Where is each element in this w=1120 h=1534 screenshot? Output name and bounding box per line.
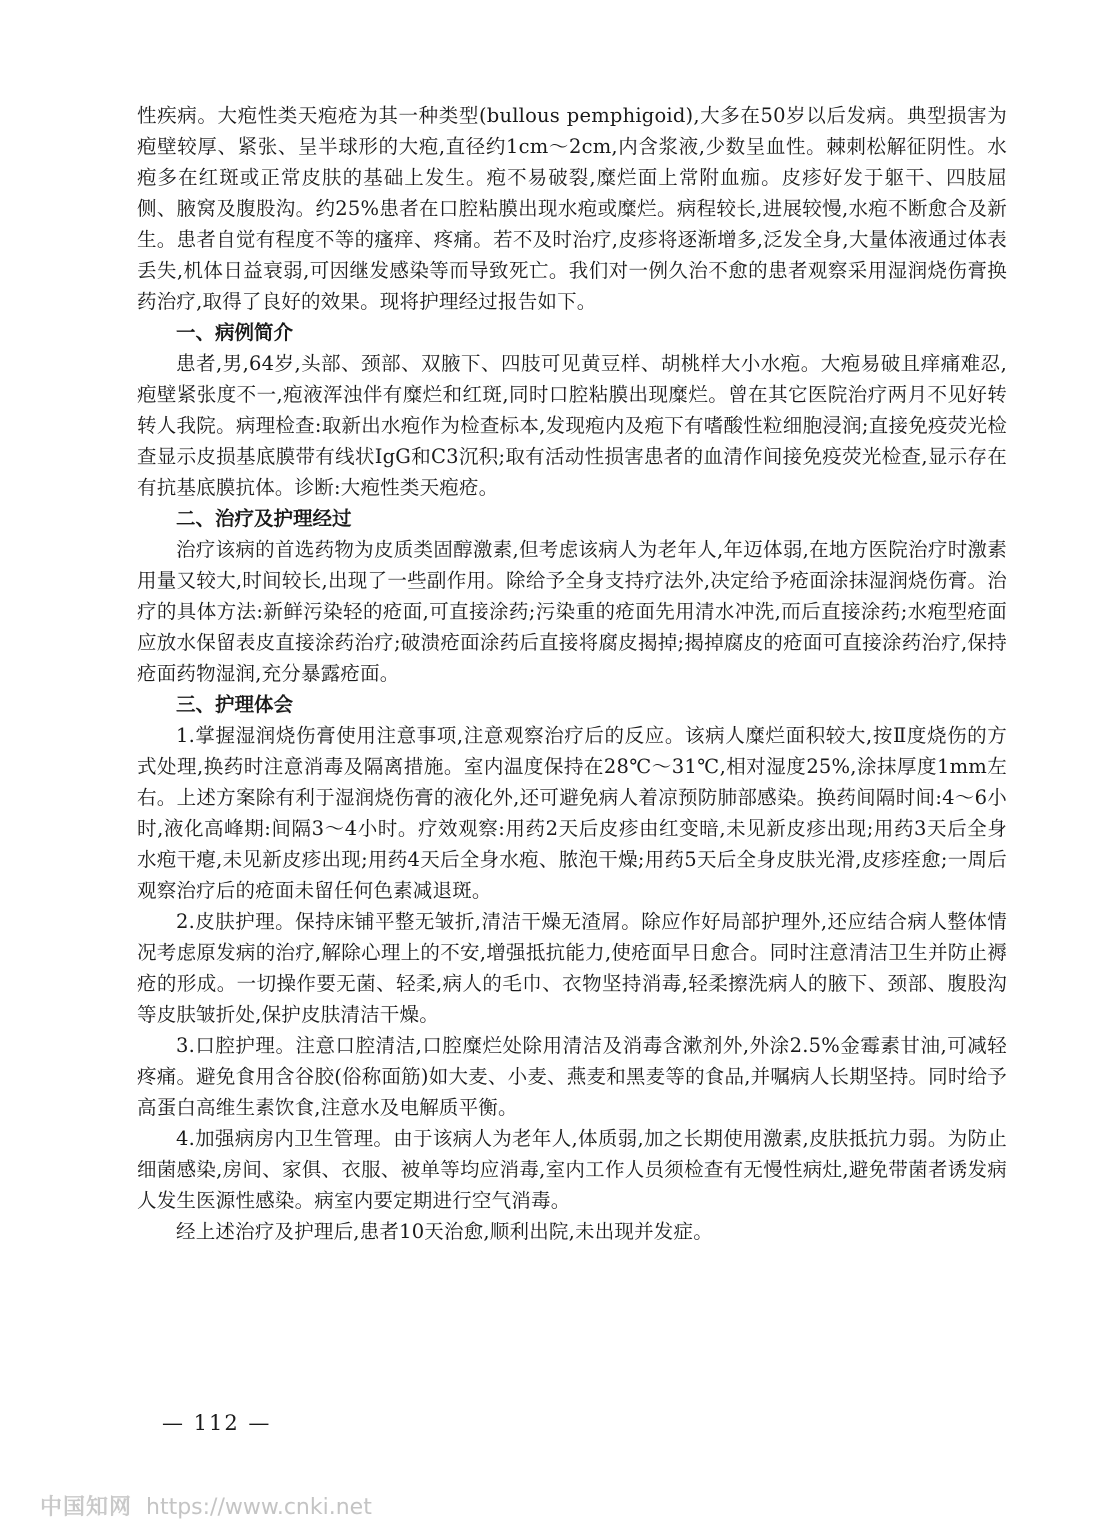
conclusion-paragraph: 经上述治疗及护理后,患者10天治愈,顺利出院,未出现并发症。 [176,1220,713,1243]
nursing-item-3: 3.口腔护理。注意口腔清洁,口腔糜烂处除用清洁及消毒含漱剂外,外涂2.5%金霉素甘油,可减轻疼痛。避免食用含谷胶(俗称面筋)如大麦、小麦、燕麦和黑麦等的食品,并嘱病人长期坚持。同时给予高蛋白高维生素饮食,注意水及电解质平衡。 [137,1034,1007,1119]
section-heading-nursing: 三、护理体会 [176,693,294,716]
case-intro-paragraph: 患者,男,64岁,头部、颈部、双腋下、四肢可见黄豆样、胡桃样大小水疱。大疱易破且痒痛难忍,疱壁紧张度不一,疱液浑浊伴有糜烂和红斑,同时口腔粘膜出现糜烂。曾在其它医院治疗两月不见好转转人我院。病理检查:取新出水疱作为检查标本,发现疱内及疱下有嗜酸性粒细胞浸润;直接免疫荧光检查显示皮损基底膜带有线状IgG和C3沉积;取有活动性损害患者的血清作间接免疫荧光检查,显示存在有抗基底膜抗体。诊断:大疱性类天疱疮。 [137,352,1007,499]
footer-url[interactable]: https://www.cnki.net [146,1495,372,1520]
nursing-item-4: 4.加强病房内卫生管理。由于该病人为老年人,体质弱,加之长期使用激素,皮肤抵抗力弱。为防止细菌感染,房间、家俱、衣服、被单等均应消毒,室内工作人员须检查有无慢性病灶,避免带菌者诱发病人发生医源性感染。病室内要定期进行空气消毒。 [137,1127,1007,1212]
footer-watermark [40,1490,372,1520]
page-number: — 112 — [162,1411,272,1435]
cnki-logo: 中国知网 [40,1495,133,1520]
section-heading-treatment: 二、治疗及护理经过 [176,507,352,530]
intro-paragraph: 性疾病。大疱性类天疱疮为其一种类型(bullous pemphigoid),大多在50岁以后发病。典型损害为疱壁较厚、紧张、呈半球形的大疱,直径约1cm～2cm,内含浆液,少数呈血性。棘刺松解征阴性。水疱多在红斑或正常皮肤的基础上发生。疱不易破裂,糜烂面上常附血痂。皮疹好发于躯干、四肢屈侧、腋窝及腹股沟。约25%患者在口腔粘膜出现水疱或糜烂。病程较长,进展较慢,水疱不断愈合及新生。患者自觉有程度不等的瘙痒、疼痛。若不及时治疗,皮疹将逐渐增多,泛发全身,大量体液通过体表丢失,机体日益衰弱,可因继发感染等而导致死亡。我们对一例久治不愈的患者观察采用湿润烧伤膏换药治疗,取得了良好的效果。现将护理经过报告如下。 [137,104,1007,313]
section-heading-case-intro: 一、病例简介 [176,321,294,344]
article-body [137,100,1007,1247]
nursing-item-1: 1.掌握湿润烧伤膏使用注意事项,注意观察治疗后的反应。该病人糜烂面积较大,按Ⅱ度烧伤的方式处理,换药时注意消毒及隔离措施。室内温度保持在28℃～31℃,相对湿度25%,涂抹厚度1mm左右。上述方案除有利于湿润烧伤膏的液化外,还可避免病人着凉预防肺部感染。换药间隔时间:4～6小时,液化高峰期:间隔3～4小时。疗效观察:用药2天后皮疹由红变暗,未见新皮疹出现;用药3天后全身水疱干瘪,未见新皮疹出现;用药4天后全身水疱、脓泡干燥;用药5天后全身皮肤光滑,皮疹痊愈;一周后观察治疗后的疮面未留任何色素减退斑。 [137,724,1007,902]
nursing-item-2: 2.皮肤护理。保持床铺平整无皱折,清洁干燥无渣屑。除应作好局部护理外,还应结合病人整体情况考虑原发病的治疗,解除心理上的不安,增强抵抗能力,使疮面早日愈合。同时注意清洁卫生并防止褥疮的形成。一切操作要无菌、轻柔,病人的毛巾、衣物坚持消毒,轻柔擦洗病人的腋下、颈部、腹股沟等皮肤皱折处,保护皮肤清洁干燥。 [137,910,1007,1026]
treatment-paragraph: 治疗该病的首选药物为皮质类固醇激素,但考虑该病人为老年人,年迈体弱,在地方医院治疗时激素用量又较大,时间较长,出现了一些副作用。除给予全身支持疗法外,决定给予疮面涂抹湿润烧伤膏。治疗的具体方法:新鲜污染轻的疮面,可直接涂药;污染重的疮面先用清水冲洗,而后直接涂药;水疱型疮面应放水保留表皮直接涂药治疗;破溃疮面涂药后直接将腐皮揭掉;揭掉腐皮的疮面可直接涂药治疗,保持疮面药物湿润,充分暴露疮面。 [137,538,1007,685]
